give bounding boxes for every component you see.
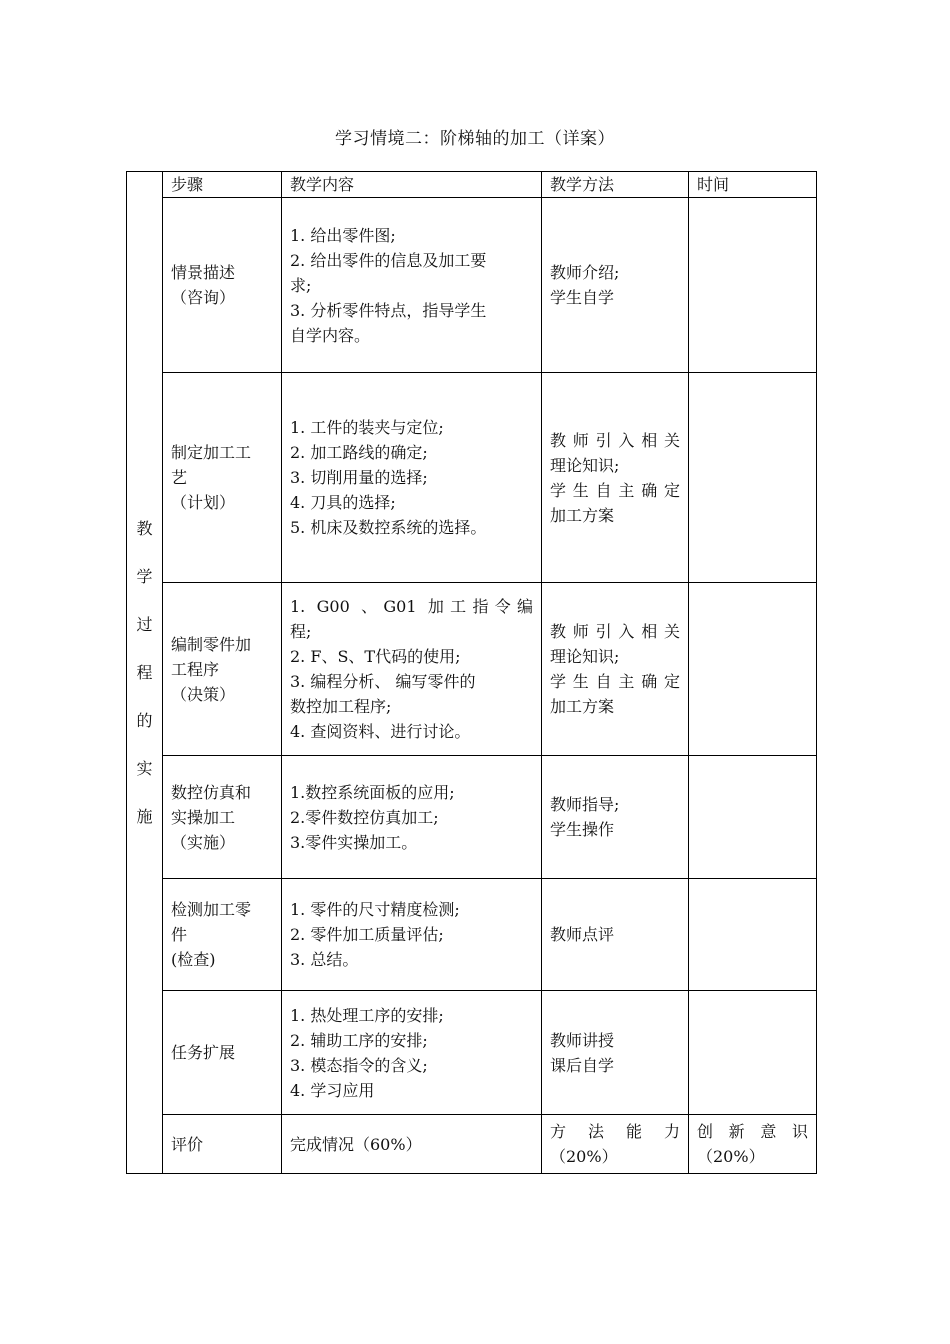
method-ability-label: 方法能力	[550, 1122, 680, 1141]
content-line: 2. 加工路线的确定;	[290, 443, 428, 462]
content-line: 自学内容。	[290, 325, 371, 345]
method-line: 教师引入相关	[550, 430, 680, 450]
step-line: 艺	[171, 468, 188, 487]
method-line: 教师点评	[550, 925, 615, 944]
header-method: 教学方法	[542, 172, 689, 198]
content-line: 2. F、S、T代码的使用;	[290, 647, 461, 666]
content-cell	[282, 991, 542, 1115]
method-cell	[542, 991, 689, 1115]
step-line: （实施）	[171, 832, 236, 852]
step-line: 情景描述	[171, 263, 236, 282]
content-line: 程;	[290, 622, 312, 641]
table-row-check	[127, 879, 817, 991]
method-line: 教师引入相关	[550, 622, 680, 641]
method-line: 加工方案	[550, 697, 615, 716]
step-line: 数控仿真和	[171, 782, 252, 802]
content-line: 3.零件实操加工。	[290, 832, 418, 852]
content-cell	[282, 583, 542, 756]
innovation-label: 创新意识	[697, 1122, 808, 1141]
side-label-char: 程	[136, 662, 153, 682]
side-label-char: 过	[136, 614, 153, 634]
document-title: 学习情境二：阶梯轴的加工（详案）	[335, 129, 615, 149]
content-line: 4. 刀具的选择;	[290, 493, 396, 512]
content-line: 5. 机床及数控系统的选择。	[290, 518, 487, 537]
method-line: 教师介绍;	[550, 263, 620, 282]
lesson-plan-table	[126, 171, 817, 1174]
evaluation-label: 评价	[163, 1115, 282, 1174]
content-cell	[282, 198, 542, 373]
content-line: 4. 学习应用	[290, 1080, 375, 1100]
time-cell	[689, 583, 817, 756]
content-line: 1. 给出零件图;	[290, 225, 396, 245]
header-row	[127, 172, 817, 198]
content-line: 2. 辅助工序的安排;	[290, 1030, 428, 1050]
content-line: 4. 查阅资料、进行讨论。	[290, 722, 471, 741]
method-cell	[542, 198, 689, 373]
method-line: 理论知识;	[550, 455, 620, 475]
time-cell	[689, 756, 817, 879]
step-cell	[163, 991, 282, 1115]
step-cell	[163, 583, 282, 756]
method-cell	[542, 583, 689, 756]
step-line: （决策）	[171, 684, 236, 704]
content-line: 3. 编程分析、 编写零件的	[290, 672, 476, 691]
step-cell	[163, 373, 282, 583]
time-cell	[689, 879, 817, 991]
step-cell	[163, 198, 282, 373]
method-cell	[542, 879, 689, 991]
table-row-plan	[127, 373, 817, 583]
evaluation-method-ability	[542, 1115, 689, 1174]
content-line: 2.零件数控仿真加工;	[290, 807, 439, 827]
method-line: 学生自学	[550, 288, 615, 307]
content-line: 3. 总结。	[290, 950, 359, 969]
header-step: 步骤	[163, 172, 282, 198]
evaluation-completion: 完成情况（60%）	[282, 1115, 542, 1174]
method-cell	[542, 373, 689, 583]
side-label-char: 实	[136, 758, 153, 778]
step-line: 检测加工零	[171, 900, 252, 919]
table-row-decide	[127, 583, 817, 756]
content-cell	[282, 373, 542, 583]
table-row-evaluation	[127, 1115, 817, 1174]
teaching-process-label	[127, 172, 163, 1174]
step-line: （计划）	[171, 493, 236, 512]
header-content: 教学内容	[282, 172, 542, 198]
content-line: 1. G00 、G01 加工指令编	[290, 597, 533, 616]
content-line: 3. 模态指令的含义;	[290, 1055, 428, 1075]
innovation-weight: （20%）	[697, 1147, 765, 1166]
method-line: 学生自主确定	[550, 672, 680, 691]
step-line: 编制零件加	[171, 634, 252, 654]
method-ability-weight: （20%）	[550, 1147, 618, 1166]
step-line: (检查)	[171, 950, 216, 969]
content-cell	[282, 756, 542, 879]
header-time: 时间	[689, 172, 817, 198]
step-line: 任务扩展	[171, 1043, 236, 1062]
content-line: 1.数控系统面板的应用;	[290, 782, 455, 802]
side-label-char: 的	[136, 710, 153, 730]
method-cell	[542, 756, 689, 879]
time-cell	[689, 991, 817, 1115]
content-line: 1. 热处理工序的安排;	[290, 1005, 444, 1025]
step-line: 件	[171, 925, 188, 944]
step-line: 制定加工工	[171, 443, 252, 462]
side-label-char: 教	[136, 518, 153, 538]
content-line: 3. 分析零件特点，指导学生	[290, 300, 487, 320]
method-line: 理论知识;	[550, 647, 620, 666]
method-line: 课后自学	[550, 1055, 615, 1075]
content-line: 1. 零件的尺寸精度检测;	[290, 900, 460, 919]
side-label-char: 施	[136, 806, 153, 826]
step-cell	[163, 879, 282, 991]
time-cell	[689, 198, 817, 373]
method-line: 学生自主确定	[550, 480, 680, 500]
content-line: 2. 零件加工质量评估;	[290, 925, 444, 944]
content-line: 2. 给出零件的信息及加工要	[290, 250, 487, 270]
method-line: 教师讲授	[550, 1030, 615, 1050]
method-line: 教师指导;	[550, 795, 620, 814]
content-line: 求;	[290, 275, 312, 295]
content-line: 1. 工件的装夹与定位;	[290, 418, 444, 437]
step-line: 实操加工	[171, 807, 236, 827]
content-line: 3. 切削用量的选择;	[290, 468, 428, 487]
table-row-consult	[127, 198, 817, 373]
method-line: 学生操作	[550, 820, 615, 839]
content-cell	[282, 879, 542, 991]
table-row-extension	[127, 991, 817, 1115]
side-label-char: 学	[136, 566, 153, 586]
content-line: 数控加工程序;	[290, 697, 392, 716]
step-cell	[163, 756, 282, 879]
step-line: 工程序	[171, 659, 220, 679]
method-line: 加工方案	[550, 505, 615, 525]
table-row-implement	[127, 756, 817, 879]
time-cell	[689, 373, 817, 583]
step-line: （咨询）	[171, 288, 236, 307]
evaluation-innovation	[689, 1115, 817, 1174]
